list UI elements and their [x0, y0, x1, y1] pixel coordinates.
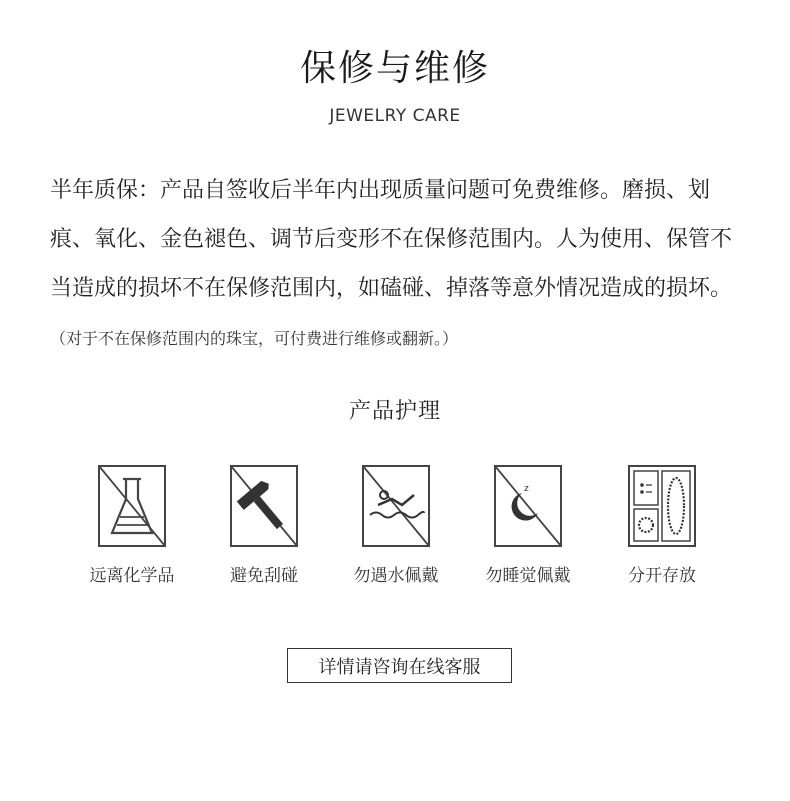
care-section-title: 产品护理 — [348, 399, 441, 424]
care-item-scratch — [199, 465, 329, 586]
contact-support-button[interactable]: 详情请咨询在线客服 — [287, 648, 512, 683]
jewelry-box-icon — [628, 465, 696, 547]
warranty-policy-note: （对于不在保修范围内的珠宝，可付费进行维修或翻新。） — [50, 329, 459, 348]
care-item-label: 分开存放 — [628, 566, 696, 586]
care-icons — [0, 465, 790, 595]
hammer-icon — [230, 465, 298, 547]
warranty-policy-text: 半年质保：产品自签收后半年内出现质量问题可免费维修。磨损、划痕、氧化、金色褪色、调节后变形不在保修范围内。人为使用、保管不当造成的损坏不在保修范围内，如磕碰、掉落等意外情况造成的损坏。 — [50, 178, 733, 301]
care-item-storage — [597, 465, 727, 586]
care-item-label: 勿遇水佩戴 — [353, 566, 439, 586]
care-item-label: 远离化学品 — [89, 566, 175, 586]
page-title: 保修与维修 — [299, 48, 490, 89]
chemical-flask-icon — [98, 465, 166, 547]
warranty-policy — [50, 166, 750, 363]
page-subtitle: JEWELRY CARE — [329, 106, 461, 126]
care-item-label: 避免刮碰 — [230, 566, 298, 586]
svg-text:z: z — [524, 484, 529, 494]
swimmer-icon — [362, 465, 430, 547]
care-item-sleep — [463, 465, 593, 586]
sleep-moon-icon — [494, 465, 562, 547]
care-item-chemicals — [67, 465, 197, 586]
care-item-water — [331, 465, 461, 586]
care-item-label: 勿睡觉佩戴 — [485, 566, 571, 586]
